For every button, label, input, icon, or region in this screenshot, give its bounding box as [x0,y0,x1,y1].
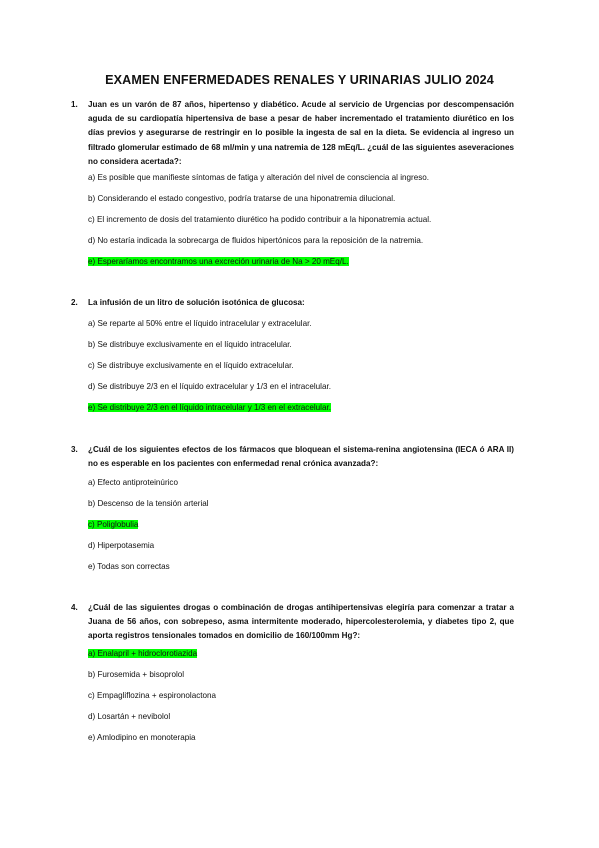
option-text: a) Es posible que manifieste síntomas de fatiga y alteración del nivel de consciencia al ingreso. [88,173,430,182]
q3-option-c-highlighted [88,519,138,530]
option-text: d) Se distribuye 2/3 en el líquido extracelular y 1/3 en el intracelular. [88,382,331,391]
q1-option-c [88,214,431,225]
q2-option-b [88,339,292,350]
q4-option-e [88,732,196,743]
option-text: d) No estaría indicada la sobrecarga de fluidos hipertónicos para la reposición de la natremia. [88,236,424,245]
option-text: c) Se distribuye exclusivamente en el líquido extracelular. [88,361,294,370]
q4-option-d [88,711,170,722]
option-text: c) Poliglobulia [88,520,139,529]
question-number: 1. [71,100,78,109]
option-text: d) Losartán + nevibolol [88,712,171,721]
question-text: La infusión de un litro de solución isotónica de glucosa: [88,298,305,307]
question-text: ¿Cuál de las siguientes drogas o combinación de drogas antihipertensivas elegiría para comenzar a tratar a Juana de 56 años, con sobrepeso, asma intermitente moderado, hipercolesterolemia, y diabetes tipo 2, que aporta registros tensionales tomados en domicilio de 160/100mm Hg?: [88,603,514,641]
q2-option-c [88,360,294,371]
q2-option-d [88,381,331,392]
q3-option-a [88,477,178,488]
question-number: 3. [71,445,78,454]
q3-option-e [88,561,170,572]
option-text: e) Todas son correctas [88,562,170,571]
option-text: b) Descenso de la tensión arterial [88,499,209,508]
q4-option-a-highlighted [88,648,197,659]
question-text: Juan es un varón de 87 años, hipertenso y diabético. Acude al servicio de Urgencias por descompensación aguda de su cardiopatía hipertensiva de base a pesar de haber incrementado el tratamiento diurético en los días previos y asegurarse de restringir en lo posible la ingesta de sal en la dieta. Se evidencia al ingreso un filtrado glomerular estimado de 68 ml/min y una natremia de 128 mEq/L. ¿cuál de las siguientes aseveraciones no considera acertada?: [88,100,514,166]
q1-option-b [88,193,395,204]
question-1 [71,98,514,169]
option-text: a) Se reparte al 50% entre el líquido intracelular y extracelular. [88,319,312,328]
option-text: e) Se distribuye 2/3 en el líquido intracelular y 1/3 en el extracelular. [88,403,331,412]
option-text: c) Empagliflozina + espironolactona [88,691,216,700]
q4-option-b [88,669,184,680]
option-text: b) Considerando el estado congestivo, podría tratarse de una hiponatremia dilucional. [88,194,396,203]
exam-title: EXAMEN ENFERMEDADES RENALES Y URINARIAS JULIO 2024 [105,73,494,87]
option-text: a) Enalapril + hidroclorotiazida [88,649,198,658]
q2-option-a [88,318,312,329]
question-3 [71,443,514,471]
question-4 [71,601,514,644]
option-text: c) El incremento de dosis del tratamiento diurético ha podido contribuir a la hiponatremia actual. [88,215,432,224]
q1-option-d [88,235,423,246]
option-text: e) Esperaríamos encontramos una excreción urinaria de Na > 20 mEq/L. [88,257,349,266]
question-number: 2. [71,298,78,307]
q3-option-d [88,540,154,551]
q1-option-e-highlighted [88,256,349,267]
option-text: a) Efecto antiproteinúrico [88,478,178,487]
q1-option-a [88,172,429,183]
question-2 [71,296,514,310]
option-text: e) Amlodipino en monoterapia [88,733,196,742]
q2-option-e-highlighted [88,402,331,413]
question-text: ¿Cuál de los siguientes efectos de los fármacos que bloquean el sistema-renina angiotensina (IECA ó ARA II) no es esperable en los pacientes con enfermedad renal crónica avanzada?: [88,445,514,469]
option-text: b) Se distribuye exclusivamente en el líquido intracelular. [88,340,292,349]
option-text: b) Furosemida + bisoprolol [88,670,185,679]
q4-option-c [88,690,216,701]
option-text: d) Hiperpotasemia [88,541,155,550]
q3-option-b [88,498,209,509]
question-number: 4. [71,603,78,612]
